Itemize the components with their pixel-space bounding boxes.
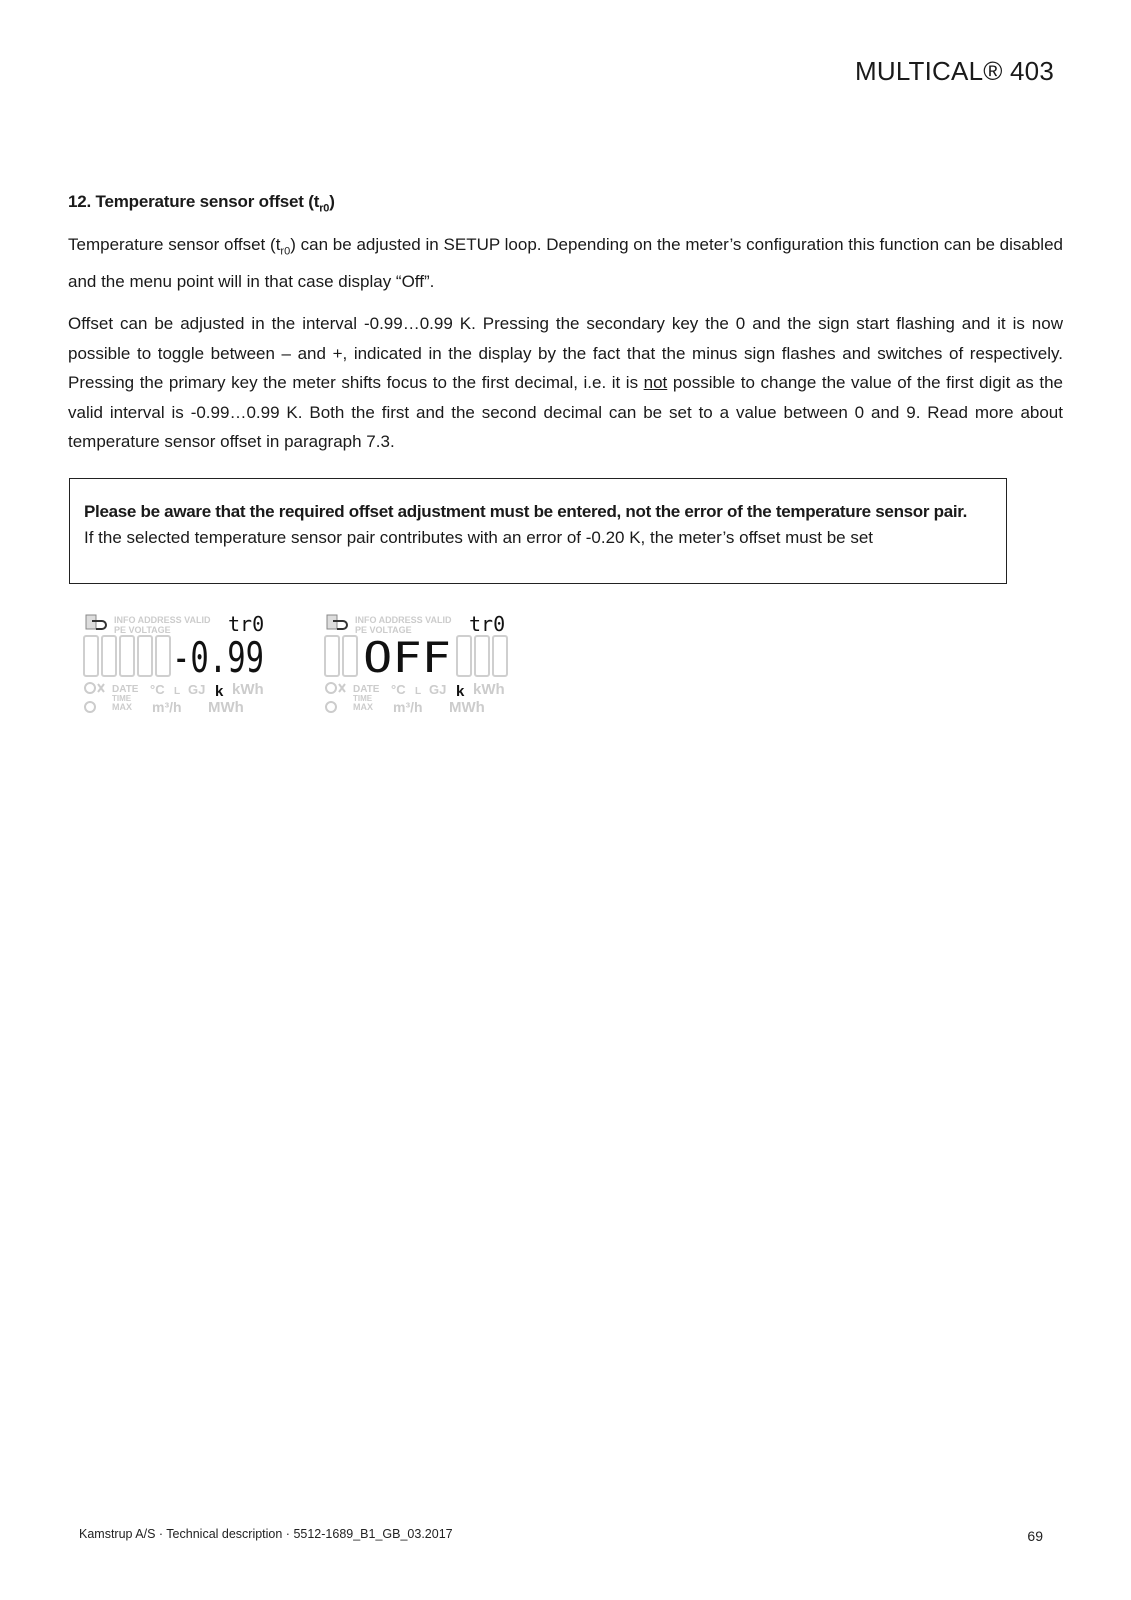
svg-text:GJ: GJ xyxy=(188,682,206,697)
lcd-display-offset-off xyxy=(323,612,511,716)
svg-text:INFO ADDRESS VALID: INFO ADDRESS VALID xyxy=(355,615,452,625)
plug-icon xyxy=(327,615,347,629)
paragraph-offset-text: Offset can be adjusted in the interval -0.99…0.99 K. Pressing the secondary key the 0 and the sign start flashing and it is now possible to toggle between – and +, indicated in the display by the fact that the minus sign flashes and switches of respectively. Pressing the primary key the meter shifts focus to the first decimal, i.e. it is xyxy=(68,314,1063,392)
notice-warning: Please be aware that the required offset adjustment must be entered, not the error of the temperature sensor pair. xyxy=(84,502,968,521)
svg-text:PE VOLTAGE: PE VOLTAGE xyxy=(114,625,171,635)
paragraph-offset-text-end: possible to change the value of the first digit as the valid interval is -0.99…0.99 K. Both the first and the second decimal can be set to a value between 0 and 9. Read more about temperature sensor offset in paragraph 7.3. xyxy=(68,373,1063,451)
heading-text-end: ) xyxy=(329,192,335,211)
svg-text:MWh: MWh xyxy=(208,699,244,716)
paragraph-intro-subscript: r0 xyxy=(280,245,291,258)
svg-text:MAX: MAX xyxy=(112,702,132,712)
lcd-unit: k xyxy=(215,683,224,700)
lcd-main-value: -0.99 xyxy=(172,633,264,682)
notice-text: If the selected temperature sensor pair contributes with an error of -0.20 K, the meter’s offset must be set xyxy=(84,528,874,547)
faint-text-row1 xyxy=(114,615,211,635)
notice-box xyxy=(69,478,1007,584)
svg-text:°C: °C xyxy=(150,682,165,697)
svg-text:DATE: DATE xyxy=(112,684,139,695)
svg-text:kWh: kWh xyxy=(473,681,505,698)
lcd-unit: k xyxy=(456,683,465,700)
svg-text:MWh: MWh xyxy=(449,699,485,716)
faint-segments xyxy=(84,636,170,676)
faint-bottom-labels xyxy=(353,681,505,716)
heading-text: 12. Temperature sensor offset (t xyxy=(68,192,320,211)
svg-text:MAX: MAX xyxy=(353,702,373,712)
lcd-main-value: OFF xyxy=(363,633,451,682)
svg-text:PE VOLTAGE: PE VOLTAGE xyxy=(355,625,412,635)
svg-text:L: L xyxy=(415,686,422,697)
faint-bottom-labels xyxy=(112,681,264,716)
svg-text:TIME: TIME xyxy=(112,694,132,703)
section-heading xyxy=(68,192,335,214)
lcd-top-code: tr0 xyxy=(469,612,506,636)
plug-icon xyxy=(86,615,106,629)
faint-symbol-icons xyxy=(85,683,104,712)
underlined-word: not xyxy=(643,373,668,392)
svg-text:°C: °C xyxy=(391,682,406,697)
svg-text:DATE: DATE xyxy=(353,684,380,695)
footer-document-info: Kamstrup A/S · Technical description · 5512-1689_B1_GB_03.2017 xyxy=(79,1527,453,1541)
paragraph-intro-text-end: ) can be adjusted in SETUP loop. Depending on the meter’s configuration this function can be disabled and the menu point will in that case display “Off”. xyxy=(68,235,1063,291)
svg-text:L: L xyxy=(174,686,181,697)
paragraph-intro-text: Temperature sensor offset (t xyxy=(68,235,281,254)
svg-text:kWh: kWh xyxy=(232,681,264,698)
faint-text-row1 xyxy=(355,615,452,635)
svg-text:INFO ADDRESS VALID: INFO ADDRESS VALID xyxy=(114,615,211,625)
document-header-title: MULTICAL® 403 xyxy=(854,56,1054,86)
paragraph-intro xyxy=(68,230,1063,296)
lcd-display-offset-value xyxy=(82,612,270,716)
footer-page-number: 69 xyxy=(1027,1528,1043,1544)
lcd-top-code: tr0 xyxy=(228,612,265,636)
svg-text:GJ: GJ xyxy=(429,682,447,697)
faint-main-digits xyxy=(84,636,170,676)
svg-text:m³/h: m³/h xyxy=(393,699,423,715)
faint-symbol-icons xyxy=(326,683,345,712)
svg-text:m³/h: m³/h xyxy=(152,699,182,715)
paragraph-offset xyxy=(68,309,1063,457)
heading-subscript: r0 xyxy=(319,202,330,215)
svg-text:TIME: TIME xyxy=(353,694,373,703)
